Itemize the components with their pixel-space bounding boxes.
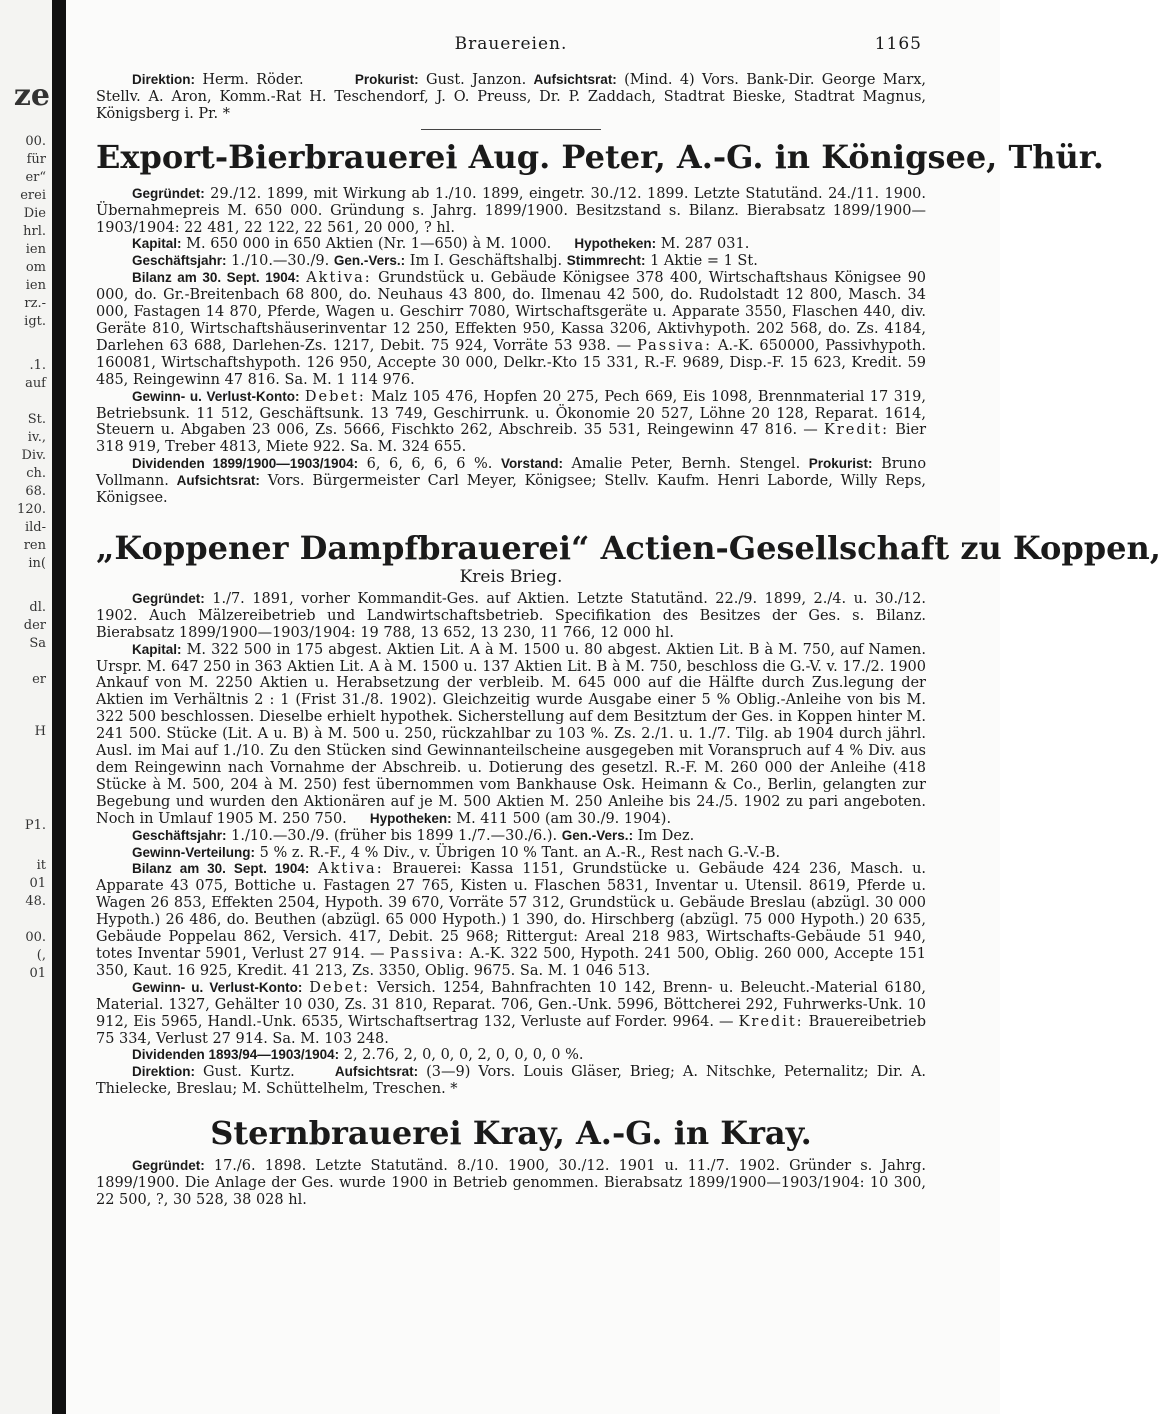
gutter-fragment: P1.	[24, 818, 46, 833]
gutter-fragment: (,	[36, 948, 46, 963]
running-header	[96, 34, 926, 58]
founding-paragraph: Gegründet: 17./6. 1898. Letzte Statutänd. 8./10. 1900, 30./12. 1901 u. 11./7. 1902. Gründer s. Jahrg. 1899/1900. Die Anlage der Ges. wurde 1900 in Betrieb genommen. Bierabsatz 1899/1900—1903/1904: 10 300, 22 500, ?, 30 528, 38 028 hl.	[96, 1158, 926, 1208]
gutter-fragment: iv.,	[27, 430, 46, 445]
profit-distribution-paragraph: Gewinn-Verteilung: 5 % z. R.-F., 4 % Div., v. Übrigen 10 % Tant. an A.-R., Rest nach G.-V.-B.	[132, 844, 781, 861]
gutter-fragment: ien	[25, 278, 46, 293]
gutter-fragment: 01	[29, 966, 46, 981]
balance-sheet-paragraph: Bilanz am 30. Sept. 1904: Aktiva: Grundstück u. Gebäude Königsee 378 400, Wirtschaftshaus Königsee 90 000, do. Gr.-Breitenbach 68 800, do. Neuhaus 43 800, do. Ilmenau 42 500, do. Rudolstadt 12 800, Masch. 34 000, Fastagen 14 870, Pferde, Wagen u. Geschirr 7080, Wirtschaftsgeräte u. Apparate 3550, Flaschen 440, div. Geräte 810, Wirtschaftshäuserinventar 12 250, Effekten 950, Kassa 3206, Aktivhypoth. 202 568, do. Zs. 4184, Darlehen 63 688, Darlehen-Zs. 1217, Debit. 75 924, Vorräte 53 938. — Passiva: A.-K. 650000, Passivhypoth. 160081, Wirtschaftshypoth. 126 950, Accepte 30 000, Delkr.-Kto 15 331, R.-F. 9689, Disp.-F. 15 623, Kredit. 59 485, Reingewinn 47 816. Sa. M. 1 114 976.	[96, 270, 927, 388]
company-heading-sternbrauerei-kray: Sternbrauerei Kray, A.-G. in Kray.	[210, 1114, 812, 1153]
dividends-paragraph: Dividenden 1899/1900—1903/1904: 6, 6, 6, 6, 6 %. Vorstand: Amalie Peter, Bernh. Stengel. Prokurist: Bruno Vollmann. Aufsichtsrat: Vors. Bürgermeister Carl Meyer, Königsee; Stellv. Kaufm. Henri Laborde, Willy Reps, Königsee.	[96, 456, 927, 507]
gutter-fragment: 68.	[25, 484, 46, 499]
gutter-fragment: igt.	[24, 314, 46, 329]
page-body	[96, 34, 1161, 1209]
gutter-fragment: 01	[29, 876, 46, 891]
gutter-fragment: H	[34, 724, 46, 739]
gutter-fragment: ien	[25, 242, 46, 257]
balance-sheet-paragraph: Bilanz am 30. Sept. 1904: Aktiva: Brauerei: Kassa 1151, Grundstücke u. Gebäude 424 236, Masch. u. Apparate 43 075, Bottiche u. Fastagen 27 765, Kisten u. Flaschen 5831, Inventar u. Utensil. 8619, Pferde u. Wagen 26 853, Effekten 2504, Hypoth. 39 670, Vorräte 57 312, Grundstück u. Gebäude Breslau (abzügl. 30 000 Hypoth.) 26 486, do. Beuthen (abzügl. 65 000 Hypoth.) 1 390, do. Hirschberg (abzügl. 75 000 Hypoth.) 20 635, Gebäude Poppelau 862, Versich. 417, Debit. 25 968; Rittergut: Areal 218 983, Wirtschafts-Gebäude 51 940, totes Inventar 5901, Verlust 27 914. — Passiva: A.-K. 322 500, Hypoth. 241 500, Oblig. 260 000, Accepte 151 350, Kaut. 16 925, Kredit. 41 213, Zs. 3350, Oblig. 9675. Sa. M. 1 046 513.	[96, 861, 927, 979]
fiscal-year-paragraph: Geschäftsjahr: 1./10.—30./9. Gen.-Vers.: Im I. Geschäftshalbj. Stimmrecht: 1 Aktie = 1 St.	[132, 253, 758, 270]
gutter-fragment: Div.	[21, 448, 46, 463]
gutter-fragment: für	[26, 152, 46, 167]
gutter-fragment: erei	[20, 188, 46, 203]
gutter-fragment: St.	[27, 412, 46, 427]
header-title: Brauereien.	[454, 34, 568, 54]
gutter-fragment: 48.	[25, 894, 46, 909]
gutter-fragment: rz.-	[24, 296, 46, 311]
gutter-fragment: ren	[23, 538, 46, 553]
gutter-fragment: it	[36, 858, 46, 873]
company-heading-koppener-dampfbrauerei: „Koppener Dampfbrauerei“ Actien-Gesellschaft zu Koppen,	[96, 528, 1161, 567]
adjacent-page-fragment	[0, 0, 52, 1414]
profit-loss-paragraph: Gewinn- u. Verlust-Konto: Debet: Versich. 1254, Bahnfrachten 10 142, Brenn- u. Beleucht.-Material 6180, Material. 1327, Gehälter 10 030, Zs. 31 810, Reparat. 706, Gen.-Unk. 5996, Böttcherei 292, Fuhrwerks-Unk. 10 912, Eis 5965, Handl.-Unk. 6535, Wirtschaftsertrag 132, Verluste auf Forder. 9964. — Kredit: Brauereibetrieb 75 334, Verlust 27 914. Sa. M. 103 248.	[96, 979, 927, 1047]
gutter-fragment: er	[32, 672, 46, 687]
management-paragraph: Direktion: Gust. Kurtz. Aufsichtsrat: (3—9) Vors. Louis Gläser, Brieg; A. Nitschke, Peternalitz; Dir. A. Thielecke, Breslau; M. Schüttelhelm, Treschen. *	[96, 1064, 927, 1098]
gutter-fragment: der	[23, 618, 46, 633]
gutter-fragment: in(	[28, 556, 46, 571]
gutter-fragment: ze	[13, 78, 50, 113]
gutter-fragment: 00.	[25, 134, 46, 149]
page-number: 1165	[874, 34, 922, 54]
gutter-fragment: hrl.	[23, 224, 46, 239]
gutter-fragment: ch.	[26, 466, 46, 481]
gutter-fragment: auf	[25, 376, 46, 391]
capital-paragraph: Kapital: M. 650 000 in 650 Aktien (Nr. 1—650) à M. 1000. Hypotheken: M. 287 031.	[132, 236, 750, 253]
gutter-fragment: .1.	[29, 358, 46, 373]
founding-paragraph: Gegründet: 29./12. 1899, mit Wirkung ab 1./10. 1899, eingetr. 30./12. 1899. Letzte Statutänd. 24./11. 1900. Übernahmepreis M. 650 000. Gründung s. Jahrg. 1899/1900. Besitzstand s. Bilanz. Bierabsatz 1899/1900—1903/1904: 22 481, 22 122, 22 561, 20 000, ? hl.	[96, 185, 926, 236]
profit-loss-paragraph: Gewinn- u. Verlust-Konto: Debet: Malz 105 476, Hopfen 20 275, Pech 669, Eis 1098, Brennmaterial 17 319, Betriebsunk. 11 512, Geschäftsunk. 13 749, Geschirrunk. u. Ökonomie 20 527, Löhne 20 128, Reparat. 1614, Steuern u. Abgaben 23 006, Zs. 5666, Fischkto 262, Abschreib. 35 531, Reingewinn 47 816. — Kredit: Bier 318 919, Treber 4813, Miete 922. Sa. M. 324 655.	[96, 388, 927, 456]
gutter-fragment: Sa	[29, 636, 46, 651]
gutter-fragment: Die	[23, 206, 46, 221]
capital-paragraph: Kapital: M. 322 500 in 175 abgest. Aktien Lit. A à M. 1500 u. 80 abgest. Aktien Lit. B à M. 750, auf Namen. Urspr. M. 647 250 in 363 Aktien Lit. A à M. 1500 u. 137 Aktien Lit. B à M. 750, beschloss die G.-V. v. 17./2. 1900 Ankauf von M. 2250 Aktien u. Herabsetzung der verbleib. M. 645 000 auf die Hälfte durch Zus.legung der Aktien im Verhältnis 2 : 1 (Frist 31./8. 1902). Gleichzeitig wurde Ausgabe einer 5 % Oblig.-Anleihe von bis M. 322 500 beschlossen. Dieselbe erhielt hypothek. Sicherstellung auf dem Besitztum der Ges. in Koppen hinter M. 241 500. Stücke (Lit. A u. B) à M. 500 u. 250, rückzahlbar zu 103 %. Zs. 2./1. u. 1./7. Tilg. ab 1904 durch jährl. Ausl. im Mai auf 1./10. Zu den Stücken sind Gewinnanteilscheine ausgegeben mit Voranspruch auf 4 % Div. aus dem Reingewinn nach Vornahme der Abschreib. u. Dotierung des gesetzl. R.-F. M. 260 000 der Anleihe (418 Stücke à M. 500, 204 à M. 250) fest übernommen vom Bankhause Osk. Heimann & Co., Berlin, gelangten zur Begebung und wurden den Aktionären auf je M. 500 Aktien M. 250 Anleihe bis 24./5. 1902 zu pari angeboten. Noch in Umlauf 1905 M. 250 750. Hypotheken: M. 411 500 (am 30./9. 1904).	[96, 641, 927, 827]
founding-paragraph: Gegründet: 1./7. 1891, vorher Kommandit-Ges. auf Aktien. Letzte Statutänd. 22./9. 1899, 2./4. u. 30./12. 1902. Auch Mälzereibetrieb und Landwirtschaftsbetrieb. Specifikation des Besitzes der Ges. s. Bilanz. Bierabsatz 1899/1900—1903/1904: 19 788, 13 652, 13 230, 11 766, 12 000 hl.	[96, 590, 926, 641]
fiscal-year-paragraph: Geschäftsjahr: 1./10.—30./9. (früher bis 1899 1./7.—30./6.). Gen.-Vers.: Im Dez.	[132, 827, 695, 844]
book-binding-shadow	[52, 0, 66, 1414]
gutter-fragment: dl.	[29, 600, 46, 615]
management-paragraph: Direktion: Herm. Röder. Prokurist: Gust. Janzon. Aufsichtsrat: (Mind. 4) Vors. Bank-Dir. George Marx, Stellv. A. Aron, Komm.-Rat H. Teschendorf, J. O. Preuss, Dr. P. Zaddach, Stadtrat Bieske, Stadtrat Magnus, Königsberg i. Pr. *	[96, 72, 927, 122]
dividends-paragraph: Dividenden 1893/94—1903/1904: 2, 2.76, 2, 0, 0, 0, 2, 0, 0, 0, 0 %.	[132, 1047, 584, 1064]
company-subheading: Kreis Brieg.	[459, 566, 563, 587]
gutter-fragment: 120.	[17, 502, 46, 517]
gutter-fragment: om	[25, 260, 46, 275]
gutter-fragment: er“	[25, 170, 46, 185]
section-divider	[421, 129, 601, 130]
gutter-fragment: ild-	[24, 520, 46, 535]
gutter-fragment: 00.	[25, 930, 46, 945]
company-heading-export-bierbrauerei: Export-Bierbrauerei Aug. Peter, A.-G. in Königsee, Thür.	[96, 137, 1104, 176]
